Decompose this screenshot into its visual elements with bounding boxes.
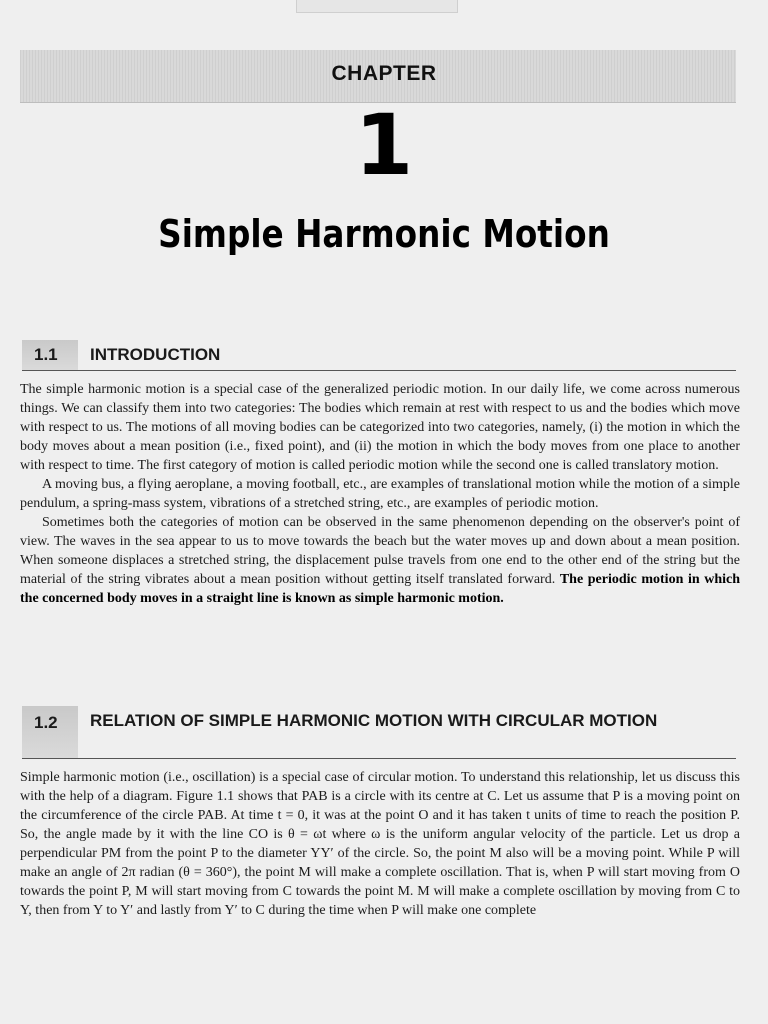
section-heading-relation-circular-motion <box>22 706 736 759</box>
paragraph-text: Sometimes both the categories of motion can be observed in the same phenomenon depending on the observer's point of view. The waves in the sea appear to us to move towards the beach but the water moves up and down about a mean position. When someone displaces a stretched string, the displacement pulse travels from one end to the other end of the string but the material of the string vibrates about a mean position without getting itself translated forward. <box>20 515 740 587</box>
section-number: 1.1 <box>22 340 78 370</box>
chapter-title: Simple Harmonic Motion <box>158 212 610 256</box>
page-edge-decoration <box>296 0 458 13</box>
paragraph: The simple harmonic motion is a special case of the generalized periodic motion. In our daily life, we come across numerous things. We can classify them into two categories: The bodies which remain at rest with respect to us and the bodies which move with respect to us. The motions of all moving bodies can be categorized into two categories, namely, (i) the motion in which the body moves about a mean position (i.e., fixed point), and (ii) the motion in which the body moves from one place to another with respect to time. The first category of motion is called periodic motion while the second one is called translatory motion. <box>20 382 740 473</box>
chapter-number: 1 <box>354 96 414 194</box>
section-title: INTRODUCTION <box>90 345 221 364</box>
section-body-relation-circular-motion <box>20 768 740 920</box>
section-heading-introduction <box>22 340 736 371</box>
paragraph: Simple harmonic motion (i.e., oscillation) is a special case of circular motion. To understand this relationship, let us discuss this with the help of a diagram. Figure 1.1 shows that PAB is a circle with its centre at C. Let us assume that P is a moving point on the circumference of the circle PAB. At time t = 0, it was at the point O and it has taken t units of time to reach the position P. So, the angle made by it with the line CO is θ = ωt where ω is the uniform angular velocity of the particle. Let us drop a perpendicular PM from the point P to the diameter YY′ of the circle. So, the point M also will be a moving point. While P will make an angle of 2π radian (θ = 360°), the point M will make a complete oscillation. That is, when P will start moving from O towards the point P, M will start moving from C towards the point M. M will make a complete oscillation by moving from C to Y, then from Y to Y′ and lastly from Y′ to C during the time when P will make one complete <box>20 770 740 918</box>
emphasis-definition: The periodic motion in which the concerned body moves in a straight line is known as simple harmonic motion. <box>20 572 741 606</box>
section-number: 1.2 <box>22 706 78 758</box>
paragraph: A moving bus, a flying aeroplane, a moving football, etc., are examples of translational motion while the motion of a simple pendulum, a spring-mass system, vibrations of a stretched string, etc., are examples of periodic motion. <box>20 477 740 511</box>
paragraph <box>20 513 740 608</box>
chapter-label: CHAPTER <box>331 62 437 85</box>
section-body-introduction <box>20 380 740 608</box>
section-title: RELATION OF SIMPLE HARMONIC MOTION WITH CIRCULAR MOTION <box>90 711 658 730</box>
